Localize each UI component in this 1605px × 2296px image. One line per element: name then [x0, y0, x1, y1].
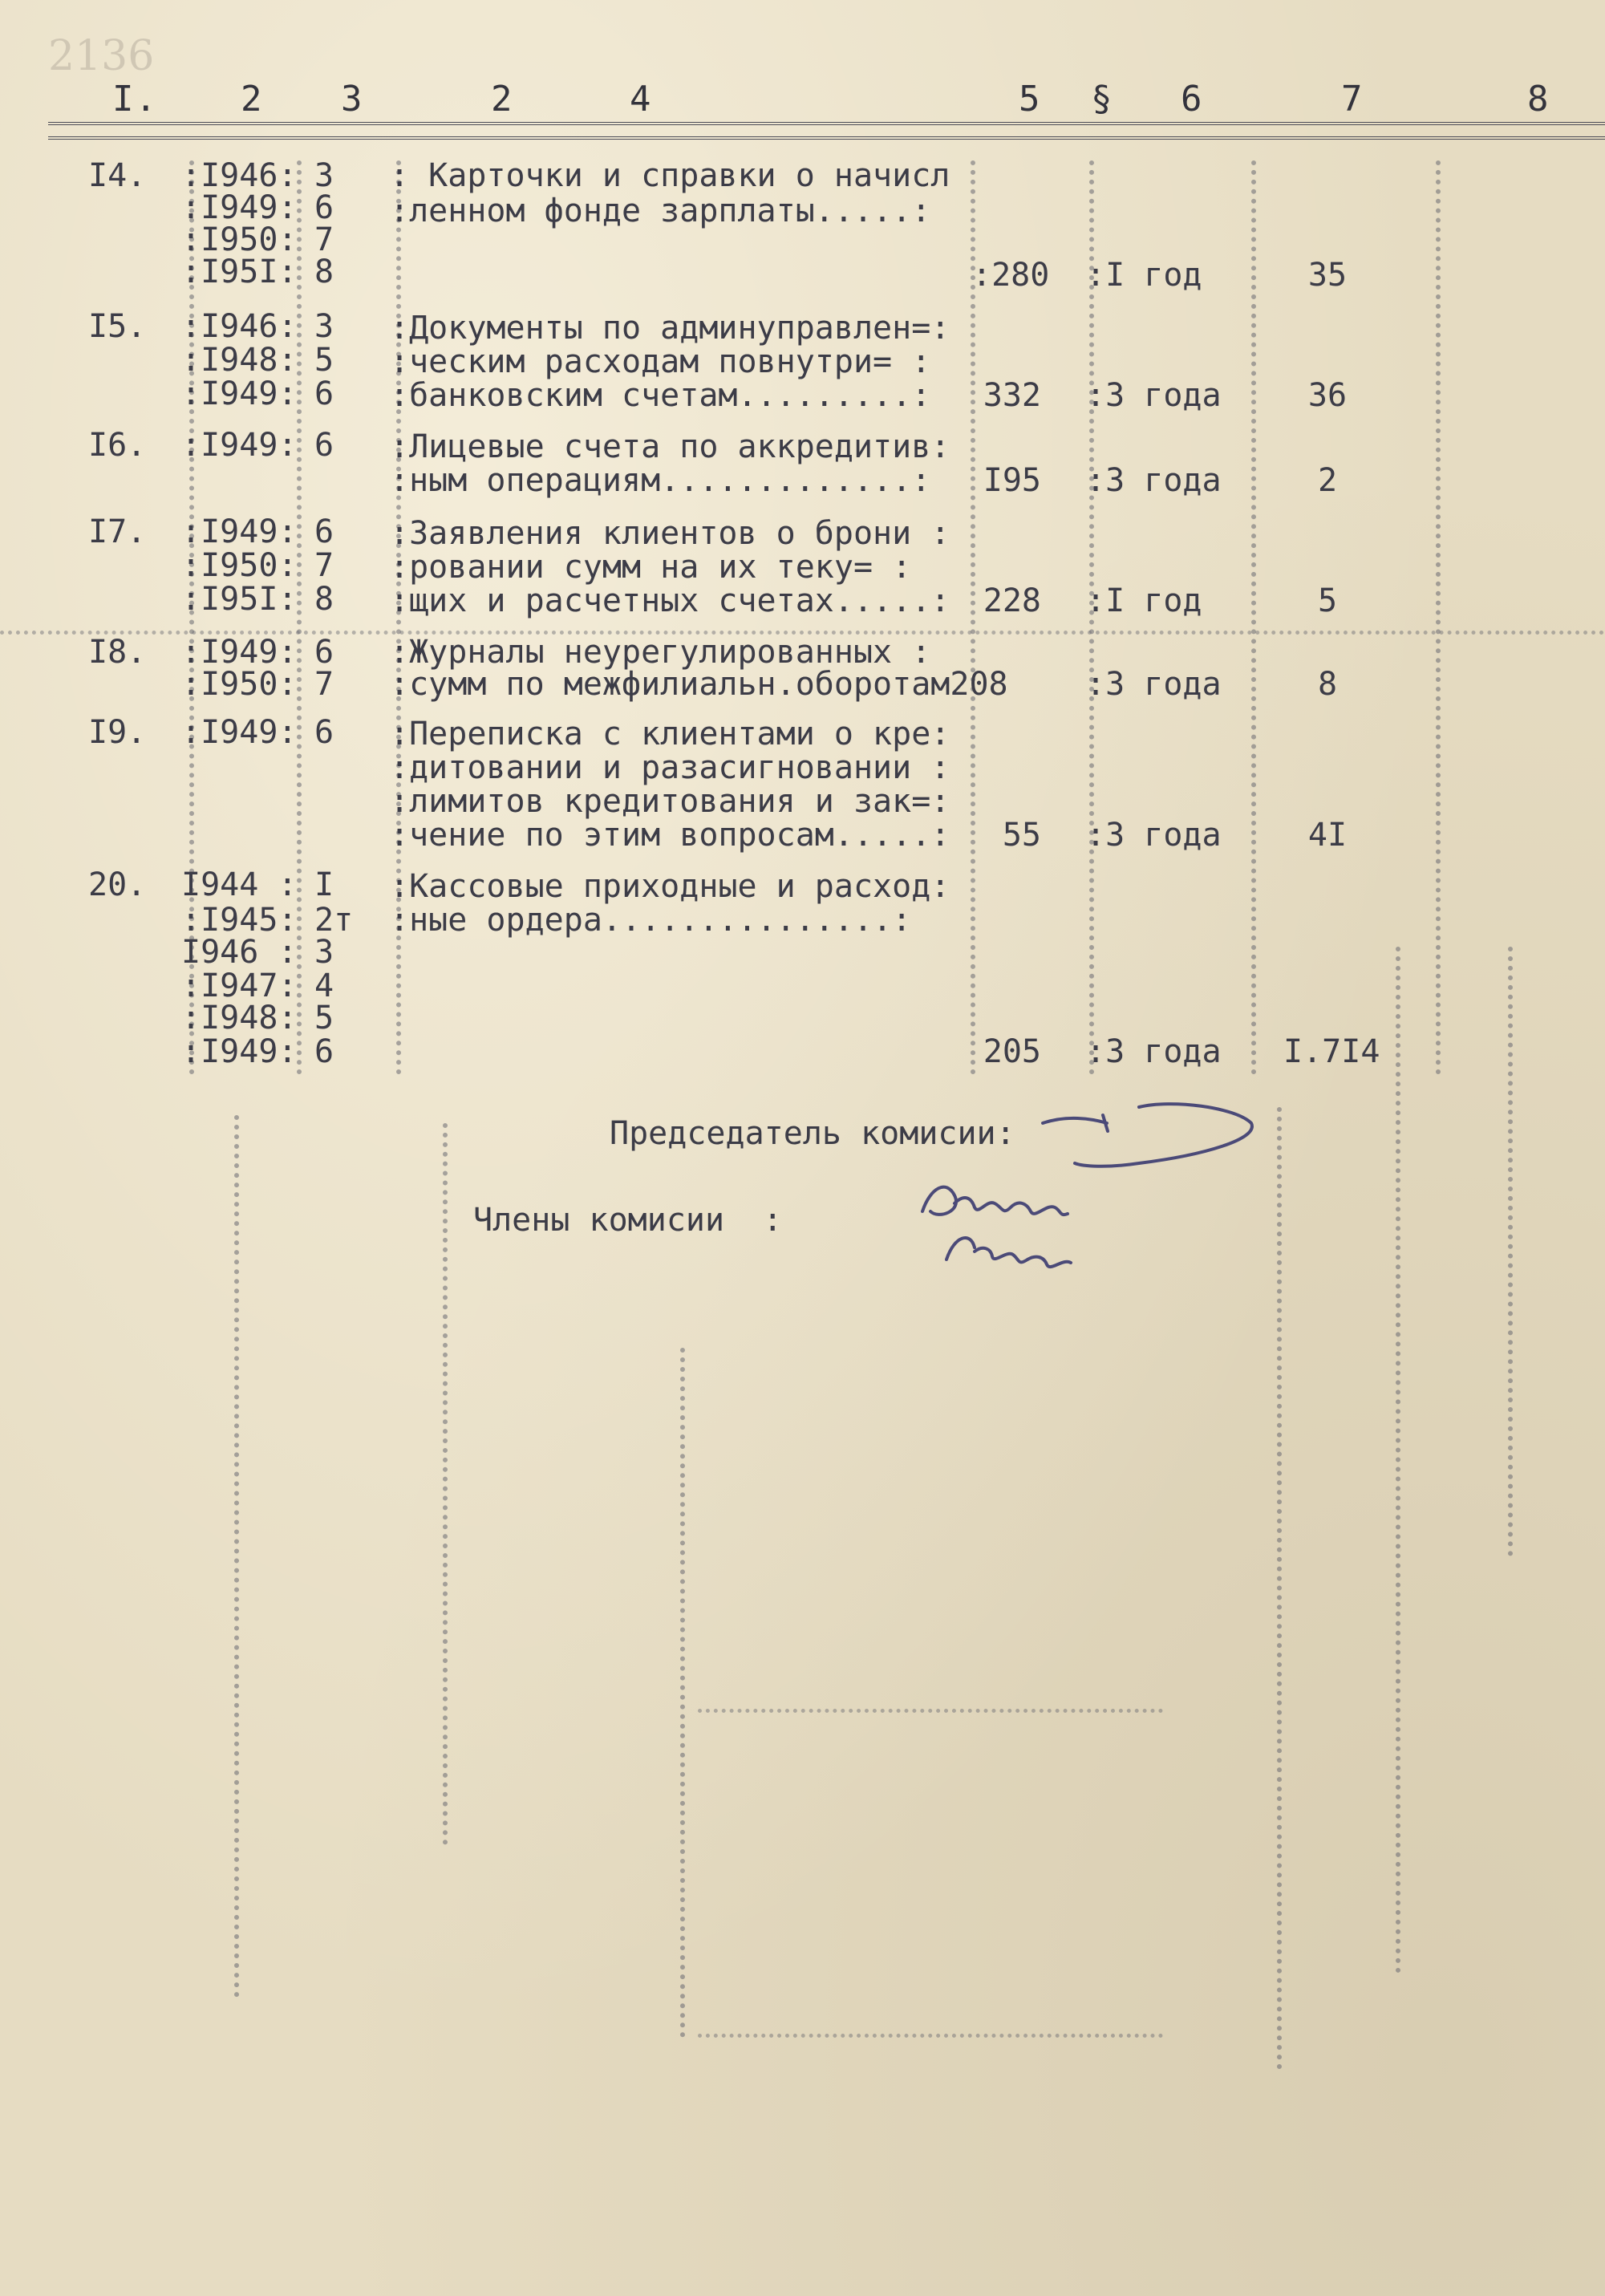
row-17-index: 8: [314, 581, 334, 618]
row-20-index: 5: [314, 1000, 334, 1036]
row-17-title: :Заявления клиентов о брони :: [390, 515, 950, 552]
row-18-col7: 8: [1317, 666, 1338, 703]
row-16-count: I95: [983, 462, 1041, 499]
row-20-title: :ные ордера...............:: [390, 902, 912, 939]
row-14-year: :I946:: [181, 157, 298, 194]
row-18-year: :I950:: [181, 666, 298, 703]
ruling-line: [698, 1709, 1163, 1713]
row-15-year: :I946:: [181, 308, 298, 345]
col-header-2b: 2: [491, 79, 514, 120]
col-header-7: 7: [1341, 79, 1364, 120]
archive-number: 2136: [48, 32, 155, 80]
row-17-index: 6: [314, 513, 334, 550]
row-19-title: :чение по этим вопросам.....:: [390, 817, 950, 854]
row-15-year: :I949:: [181, 375, 298, 412]
row-20-year: :I948:: [181, 1000, 298, 1036]
ruling-line: [1396, 947, 1400, 1974]
row-19-term: :3 года: [1086, 817, 1222, 854]
row-18-year: :I949:: [181, 634, 298, 671]
col-header-2: 2: [241, 79, 264, 120]
row-17-index: 7: [314, 547, 334, 584]
col-header-5: 5: [1019, 79, 1042, 120]
col-header-1: I.: [112, 79, 158, 120]
ruling-line: [1508, 947, 1513, 1556]
row-15-number: I5.: [88, 308, 147, 345]
row-17-year: :I950:: [181, 547, 298, 584]
column-divider: [1251, 160, 1256, 1075]
row-20-number: 20.: [88, 866, 147, 903]
row-20-index: 2т: [314, 902, 354, 939]
row-20-year: I944 :: [181, 866, 298, 903]
row-20-index: 3: [314, 934, 334, 971]
row-14-year: :I95I:: [181, 254, 298, 290]
row-15-term: :3 года: [1086, 377, 1222, 414]
row-14-index: 8: [314, 254, 334, 290]
row-20-year: :I945:: [181, 902, 298, 939]
row-14-title: : Карточки и справки о начисл: [390, 157, 950, 194]
row-17-number: I7.: [88, 513, 147, 550]
row-20-col7: I.7I4: [1283, 1033, 1380, 1070]
row-19-title: :дитовании и разасигновании :: [390, 749, 950, 786]
row-17-title: :щих и расчетных счетах.....:: [390, 582, 950, 619]
ruling-line: [680, 1348, 685, 2038]
row-18-number: I8.: [88, 634, 147, 671]
col-header-section: §: [1091, 79, 1114, 120]
row-15-index: 6: [314, 375, 334, 412]
row-16-index: 6: [314, 427, 334, 464]
row-14-title: :ленном фонде зарплаты.....:: [390, 193, 931, 229]
row-18-title: :Журналы неурегулированных :: [390, 634, 931, 671]
row-19-title: :лимитов кредитования и зак=:: [390, 783, 950, 820]
row-14-year: :I950:: [181, 221, 298, 258]
ruling-line: [443, 1123, 448, 1845]
row-18-title: :сумм по межфилиальн.оборотам208: [390, 666, 1008, 703]
row-14-count: :280: [972, 257, 1050, 294]
row-19-title: :Переписка с клиентами о кре:: [390, 716, 950, 752]
column-divider: [297, 160, 302, 1075]
row-20-year: :I949:: [181, 1033, 298, 1070]
row-20-index: 6: [314, 1033, 334, 1070]
row-14-index: 7: [314, 221, 334, 258]
row-16-title: :Лицевые счета по аккредитив:: [390, 428, 950, 465]
row-20-index: 4: [314, 967, 334, 1004]
row-14-number: I4.: [88, 157, 147, 194]
row-15-title: :банковским счетам.........:: [390, 377, 931, 414]
row-15-title: :Документы по админуправлен=:: [390, 310, 950, 347]
row-17-col7: 5: [1317, 582, 1338, 619]
row-17-year: :I95I:: [181, 581, 298, 618]
ruling-line: [234, 1115, 239, 1998]
row-15-title: :ческим расходам повнутри= :: [390, 343, 931, 380]
row-15-index: 5: [314, 342, 334, 379]
row-20-count: 205: [983, 1033, 1041, 1070]
row-17-count: 228: [983, 582, 1041, 619]
row-14-index: 3: [314, 157, 334, 194]
members-label: Члены комисии :: [473, 1202, 783, 1239]
row-14-index: 6: [314, 189, 334, 226]
row-16-term: :3 года: [1086, 462, 1222, 499]
row-14-year: :I949:: [181, 189, 298, 226]
row-15-index: 3: [314, 308, 334, 345]
row-14-col7: 35: [1307, 257, 1348, 294]
ruling-line: [698, 2034, 1163, 2038]
row-17-term: :I год: [1086, 582, 1202, 619]
row-16-number: I6.: [88, 427, 147, 464]
row-16-title: :ным операциям.............:: [390, 462, 931, 499]
row-15-year: :I948:: [181, 342, 298, 379]
row-19-count: 55: [1002, 817, 1041, 854]
col-header-4: 4: [630, 79, 653, 120]
row-14-term: :I год: [1086, 257, 1202, 294]
row-18-index: 6: [314, 634, 334, 671]
row-19-index: 6: [314, 714, 334, 751]
col-header-3: 3: [341, 79, 364, 120]
col-header-6: 6: [1181, 79, 1204, 120]
row-20-title: :Кассовые приходные и расход:: [390, 868, 950, 905]
row-16-year: :I949:: [181, 427, 298, 464]
column-divider: [1436, 160, 1441, 1075]
row-19-col7: 4I: [1307, 817, 1348, 854]
row-20-term: :3 года: [1086, 1033, 1222, 1070]
ruling-line: [1277, 1107, 1282, 2070]
row-15-count: 332: [983, 377, 1041, 414]
row-19-year: :I949:: [181, 714, 298, 751]
row-20-index: I: [314, 866, 334, 903]
row-17-title: :ровании сумм на их теку= :: [390, 549, 912, 586]
header-separator: [48, 122, 1605, 140]
row-17-year: :I949:: [181, 513, 298, 550]
row-16-col7: 2: [1317, 462, 1338, 499]
handwritten-signatures: [898, 1091, 1283, 1276]
row-18-index: 7: [314, 666, 334, 703]
chairman-label: Председатель комисии:: [610, 1115, 1015, 1152]
row-15-col7: 36: [1307, 377, 1348, 414]
col-header-8: 8: [1527, 79, 1550, 120]
row-19-number: I9.: [88, 714, 147, 751]
row-20-year: I946 :: [181, 934, 298, 971]
row-20-year: :I947:: [181, 967, 298, 1004]
row-18-term: :3 года: [1086, 666, 1222, 703]
